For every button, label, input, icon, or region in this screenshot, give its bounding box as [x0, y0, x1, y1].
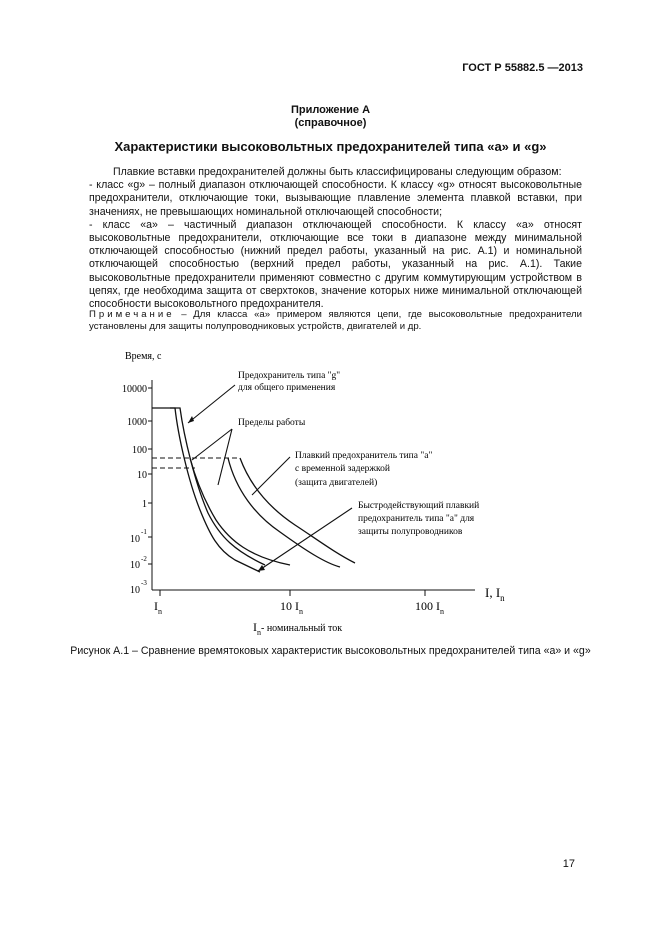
- document-header: ГОСТ Р 55882.5 —2013: [462, 62, 583, 74]
- time-current-chart: [100, 345, 530, 645]
- curve-g-upper: [170, 408, 265, 565]
- y-axis-title: Время, с: [125, 351, 162, 362]
- body-text: [89, 166, 582, 311]
- label-a-delay-2: с временной задержкой: [295, 464, 390, 474]
- y-tick-1: 1: [142, 499, 147, 510]
- curves: [152, 408, 355, 572]
- y-tick-labels: [122, 384, 147, 596]
- y-tick-10000: 10000: [122, 384, 147, 395]
- y-exp-1: -1: [141, 528, 147, 536]
- curve-a-delay-lower: [228, 458, 340, 567]
- figure-caption: Рисунок А.1 – Сравнение времятоковых характеристик высоковольтных предохранителей типа «a» и «g»: [70, 645, 591, 657]
- label-a-delay-3: (защита двигателей): [295, 478, 378, 488]
- x-axis-caption: $I_n-$ номинальный ток: [253, 620, 343, 637]
- x-axis-title: I, $I_n$: [485, 585, 505, 603]
- label-a-fast-1: Быстродействующий плавкий: [358, 501, 480, 511]
- label-a-delay-1: Плавкий предохранитель типа "a": [295, 451, 433, 461]
- y-tick-10e-2: 10: [130, 560, 140, 571]
- paragraph-intro: Плавкие вставки предохранителей должны быть классифицированы следующим образом:: [113, 166, 562, 178]
- annotation-labels: [238, 371, 479, 537]
- y-tick-marks: [148, 388, 152, 564]
- y-tick-10: 10: [137, 470, 147, 481]
- y-exp-2: -2: [141, 555, 147, 563]
- label-g-fuse-2: для общего применения: [238, 383, 336, 393]
- leader-a-fast: [258, 508, 352, 571]
- paragraph-class-g: - класс «g» – полный диапазон отключающей способности. К классу «g» относят высоковольтные предохранители, отключающие токи, вызывающие плавление элемента плавкой вставки, при значениях, не превышающих номинальной отключающей способности;: [89, 179, 582, 218]
- curve-a-fast: [190, 458, 290, 565]
- y-tick-10e-3: 10: [130, 585, 140, 596]
- appendix-subtitle: (справочное): [294, 117, 367, 129]
- figure-time-current: [100, 345, 530, 645]
- y-tick-10e-1: 10: [130, 534, 140, 545]
- y-exp-3: -3: [141, 579, 147, 587]
- label-g-fuse-1: Предохранитель типа "g": [238, 371, 341, 381]
- label-a-fast-2: предохранитель типа "a" для: [358, 514, 475, 524]
- leader-a-delay: [252, 457, 290, 495]
- y-tick-exponents: [141, 528, 147, 587]
- label-limits: Пределы работы: [238, 418, 306, 428]
- x-tick-in: $I_n$: [154, 599, 162, 616]
- leader-limits-2: [218, 429, 232, 485]
- x-tick-10in: 10 $I_n$: [280, 599, 303, 616]
- leader-g-fuse: [188, 385, 235, 423]
- paragraph-class-a: - класс «a» – частичный диапазон отключающей способности. К классу «a» относят высоковольтные предохранители, отключающие все токи в диапазоне между минимальной отключающей способностью (нижний предел работы, указанный на рис. А.1) и номинальной отключающей способностью (верхний предел работы, указанный на рис. А.1). Такие высоковольтные предохранители применяют совместно с другим коммутирующим устройством в цепях, где необходима защита от сверхтоков, значение которых ниже минимальной отключающей способности высоковольтного предохранителя.: [89, 218, 582, 311]
- page-number: 17: [562, 858, 575, 870]
- x-tick-marks: [160, 590, 425, 596]
- note-label: Примечание: [89, 309, 175, 320]
- y-tick-100: 100: [132, 445, 147, 456]
- limit-lines: [152, 458, 240, 468]
- x-tick-100in: 100 $I_n$: [415, 599, 444, 616]
- appendix-heading: [0, 104, 661, 130]
- x-tick-labels: [154, 599, 444, 616]
- note-text: – Для класса «а» примером являются цепи, где высоковольтные предохранители установлены для защиты полупроводниковых устройств, двигателей и др.: [89, 309, 582, 332]
- leader-limits-1: [192, 429, 232, 460]
- appendix-title: Приложение А: [290, 104, 371, 116]
- y-tick-1000: 1000: [127, 417, 147, 428]
- section-title: Характеристики высоковольтных предохранителей типа «a» и «g»: [114, 139, 547, 154]
- note: [89, 309, 582, 333]
- label-a-fast-3: защиты полупроводников: [358, 527, 463, 537]
